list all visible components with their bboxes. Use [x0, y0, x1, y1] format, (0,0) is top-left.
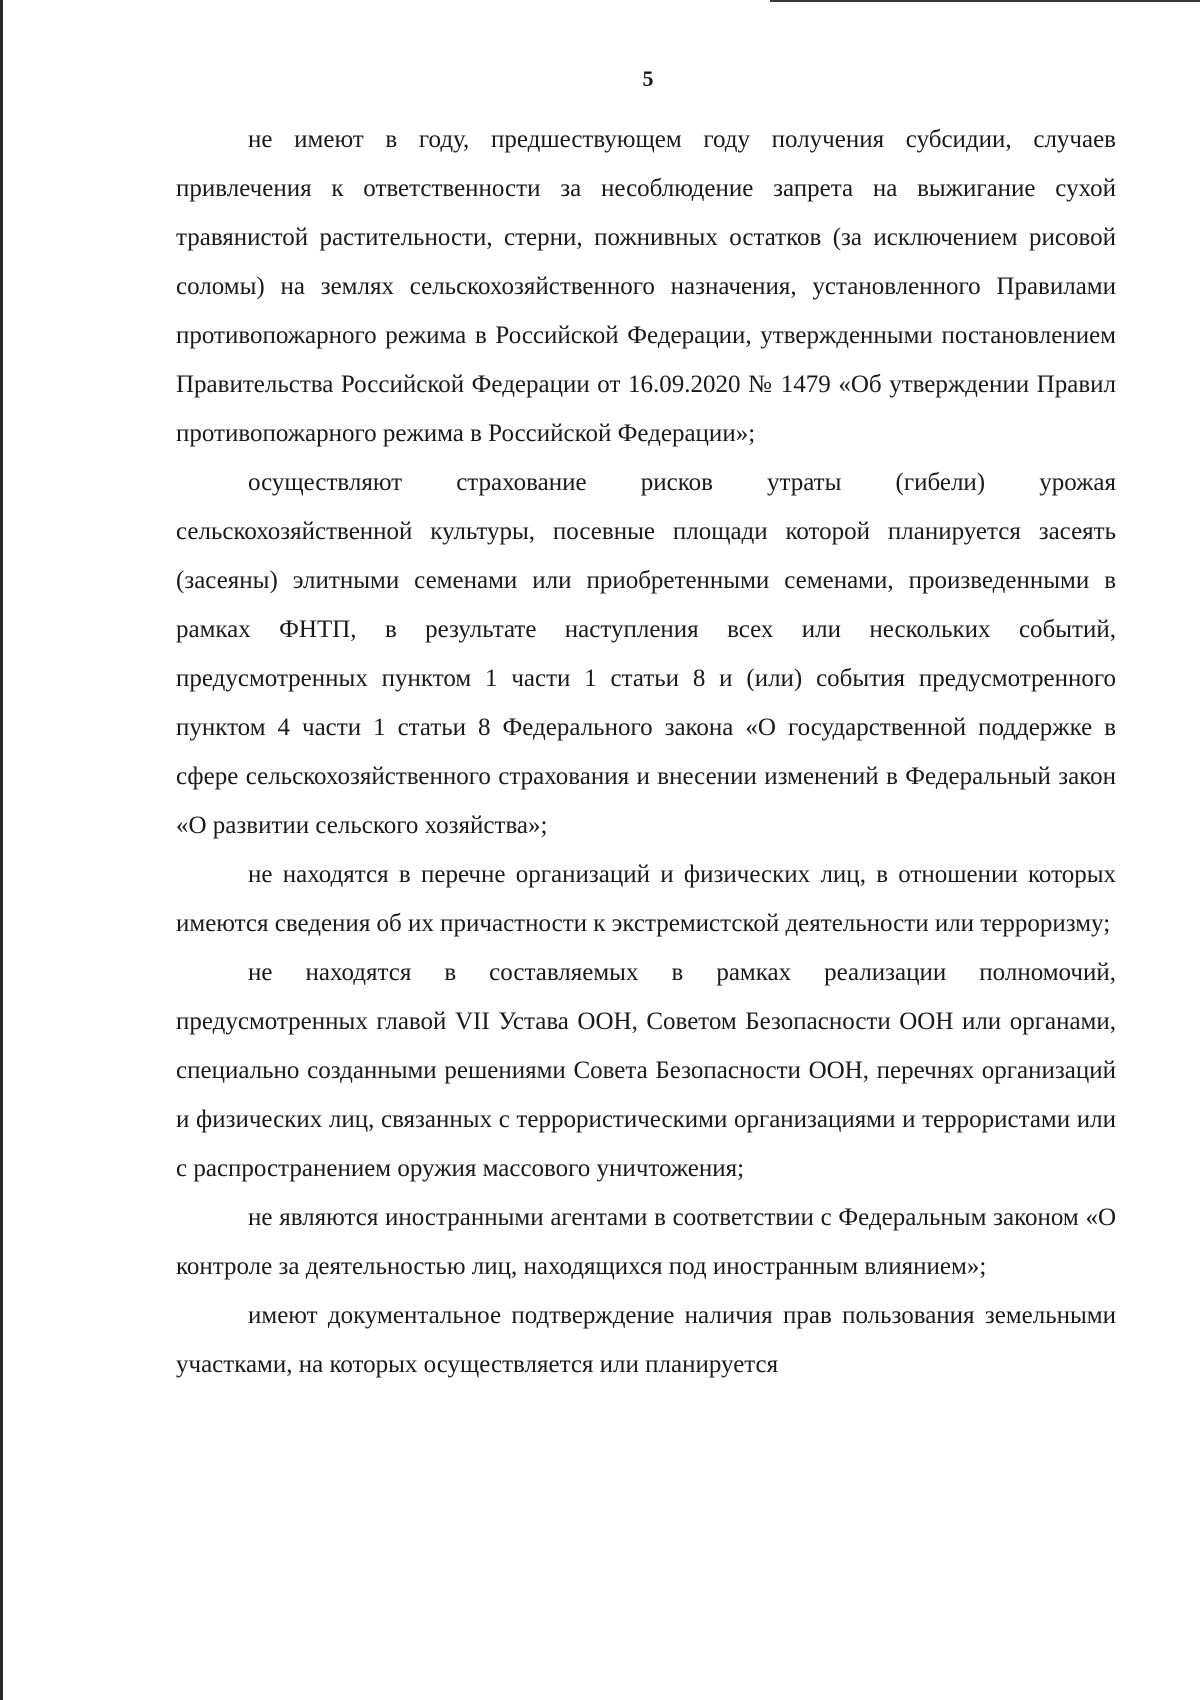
scan-edge-left	[0, 0, 3, 1700]
paragraph-land-rights: имеют документальное подтверждение наличия прав пользования земельными участками, на которых осуществляется или планируется	[176, 1302, 1116, 1378]
paragraph-extremism-list: не находятся в перечне организаций и физических лиц, в отношении которых имеются сведения об их причастности к экстремистской деятельности или терроризму;	[176, 861, 1116, 937]
paragraph-un-sanctions-list: не находятся в составляемых в рамках реализации полномочий, предусмотренных главой VII Устава ООН, Советом Безопасности ООН или органами, специально созданными решениями Совета Безопасности ООН, перечнях организаций и физических лиц, связанных с террористическими организациями и террористами или с распространением оружия массового уничтожения;	[176, 959, 1116, 1182]
scan-edge-top	[770, 0, 1200, 2]
page-number: 5	[642, 66, 654, 91]
paragraph-crop-insurance: осуществляют страхование рисков утраты (гибели) урожая сельскохозяйственной культуры, посевные площади которой планируется засеять (засеяны) элитными семенами или приобретенными семенами, произведенными в рамках ФНТП, в результате наступления всех или нескольких событий, предусмотренных пунктом 1 части 1 статьи 8 и (или) события предусмотренного пунктом 4 части 1 статьи 8 Федерального закона «О государственной поддержке в сфере сельскохозяйственного страхования и внесении изменений в Федеральный закон «О развитии сельского хозяйства»;	[176, 469, 1116, 839]
body-text	[176, 115, 1116, 1389]
paragraph-foreign-agents: не являются иностранными агентами в соответствии с Федеральным законом «О контроле за деятельностью лиц, находящихся под иностранным влиянием»;	[176, 1204, 1116, 1280]
paragraph-subsidy-fire-rules: не имеют в году, предшествующем году получения субсидии, случаев привлечения к ответственности за несоблюдение запрета на выжигание сухой травянистой растительности, стерни, пожнивных остатков (за исключением рисовой соломы) на землях сельскохозяйственного назначения, установленного Правилами противопожарного режима в Российской Федерации, утвержденными постановлением Правительства Российской Федерации от 16.09.2020 № 1479 «Об утверждении Правил противопожарного режима в Российской Федерации»;	[176, 126, 1116, 447]
